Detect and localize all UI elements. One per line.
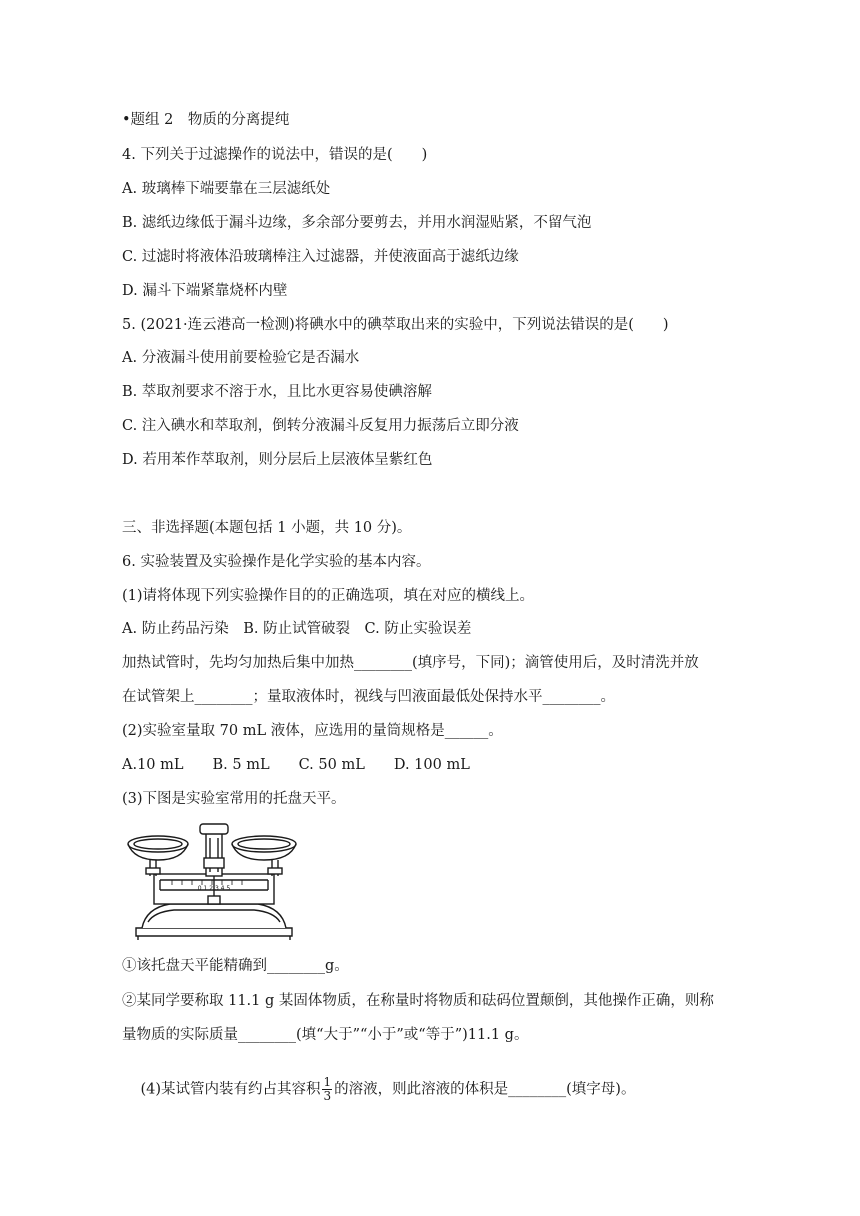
section-3-heading: 三、非选择题(本题包括 1 小题，共 10 分)。 — [122, 520, 412, 536]
fraction-denominator: 3 — [323, 1089, 332, 1103]
q4-option-c: C. 过滤时将液体沿玻璃棒注入过滤器，并使液面高于滤纸边缘 — [122, 249, 519, 265]
balance-scale-marks: 0 1 2 3 4 5 — [197, 885, 231, 892]
q5-option-d: D. 若用苯作萃取剂，则分层后上层液体呈紫红色 — [122, 452, 433, 468]
q5-option-c: C. 注入碘水和萃取剂，倒转分液漏斗反复用力振荡后立即分液 — [122, 418, 519, 434]
q6-part2-stem: (2)实验室量取 70 mL 液体，应选用的量筒规格是______。 — [122, 723, 503, 739]
q4-option-b: B. 滤纸边缘低于漏斗边缘，多余部分要剪去，并用水润湿贴紧，不留气泡 — [122, 215, 592, 231]
q5-option-a: A. 分液漏斗使用前要检验它是否漏水 — [122, 350, 360, 366]
q6-part1-stem: (1)请将体现下列实验操作目的的正确选项，填在对应的横线上。 — [122, 588, 535, 604]
q6-part1-line1: 加热试管时，先均匀加热后集中加热________(填序号，下同)；滴管使用后，及时清洗并放 — [122, 655, 699, 671]
q6-stem: 6. 实验装置及实验操作是化学实验的基本内容。 — [122, 554, 431, 570]
q6-part2-options: A.10 mL B. 5 mL C. 50 mL D. 100 mL — [122, 757, 470, 773]
q6-part4-line — [122, 1056, 635, 1123]
q6-part3-sub2-line1: ②某同学要称取 11.1 g 某固体物质，在称量时将物质和砝码位置颠倒，其他操作正确，则称 — [122, 993, 714, 1009]
fraction-numerator: 1 — [323, 1075, 332, 1089]
q6-part3-stem: (3)下图是实验室常用的托盘天平。 — [122, 791, 346, 807]
q5-stem: 5. (2021·连云港高一检测)将碘水中的碘萃取出来的实验中，下列说法错误的是( ) — [122, 317, 669, 333]
section-2-heading: •题组 2 物质的分离提纯 — [122, 112, 290, 128]
tray-balance-icon — [124, 818, 304, 942]
q6-part3-sub1: ①该托盘天平能精确到________g。 — [122, 958, 349, 974]
q4-option-a: A. 玻璃棒下端要靠在三层滤纸处 — [122, 181, 331, 197]
q6-part4-before: (4)某试管内装有约占其容积 — [140, 1081, 321, 1098]
q6-part1-options: A. 防止药品污染 B. 防止试管破裂 C. 防止实验误差 — [122, 621, 472, 637]
q6-part1-line2: 在试管架上________；量取液体时，视线与凹液面最低处保持水平________。 — [122, 689, 615, 705]
fraction-one-third — [322, 1076, 332, 1103]
q4-option-d: D. 漏斗下端紧靠烧杯内壁 — [122, 283, 288, 299]
q6-part3-sub2-line2: 量物质的实际质量________(填“大于”“小于”或“等于”)11.1 g。 — [122, 1027, 529, 1043]
q6-part4-after: 的溶液，则此溶液的体积是________(填字母)。 — [334, 1081, 636, 1098]
q4-stem: 4. 下列关于过滤操作的说法中，错误的是( ) — [122, 147, 428, 163]
q5-option-b: B. 萃取剂要求不溶于水，且比水更容易使碘溶解 — [122, 384, 432, 400]
